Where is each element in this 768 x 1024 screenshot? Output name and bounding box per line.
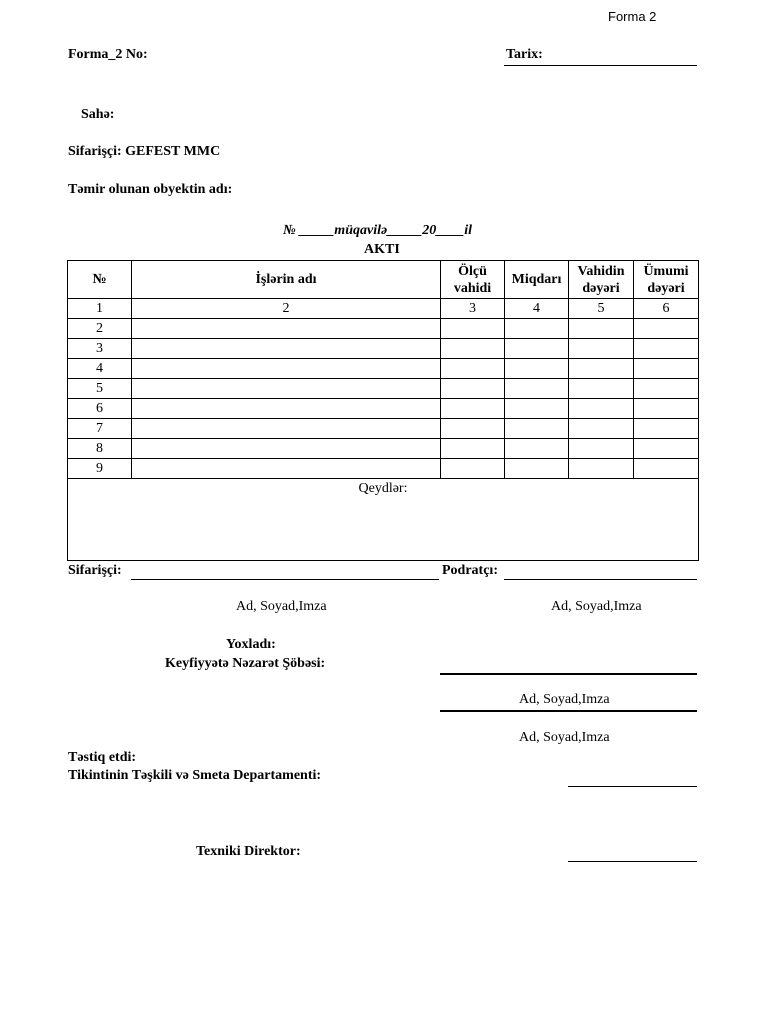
act-title: AKTI: [364, 242, 400, 257]
customer-sign-label: Sifarişçi:: [68, 563, 122, 578]
quality-name-sign-caption-2: Ad, Soyad,Imza: [519, 730, 610, 745]
object-name-label: Təmir olunan obyektin adı:: [68, 182, 233, 197]
cell[interactable]: [505, 319, 569, 339]
cell[interactable]: [634, 459, 699, 479]
date-line: [504, 65, 697, 66]
cell[interactable]: [634, 359, 699, 379]
cell[interactable]: [441, 459, 505, 479]
checked-label: Yoxladı:: [226, 637, 276, 652]
table-index-row: [68, 299, 699, 319]
table-row: [68, 379, 699, 399]
cell[interactable]: [441, 319, 505, 339]
cell[interactable]: [132, 319, 441, 339]
tech-director-label: Texniki Direktor:: [196, 844, 301, 859]
construction-sign-line[interactable]: [568, 786, 697, 787]
header-unit-price: Vahidin dəyəri: [569, 261, 634, 299]
cell[interactable]: [569, 379, 634, 399]
tech-director-sign-line[interactable]: [568, 861, 697, 862]
cell[interactable]: [569, 459, 634, 479]
cell[interactable]: [505, 359, 569, 379]
approved-label: Təstiq etdi:: [68, 750, 137, 765]
cell[interactable]: [132, 459, 441, 479]
table-row: [68, 459, 699, 479]
customer-field: Sifarişçi: GEFEST MMC: [68, 144, 221, 159]
date-label: Tarix:: [506, 47, 543, 62]
construction-dept-label: Tikintinin Təşkili və Smeta Departamenti:: [68, 768, 322, 783]
cell[interactable]: [505, 339, 569, 359]
cell[interactable]: [569, 399, 634, 419]
cell[interactable]: [441, 379, 505, 399]
sahe-label: Sahə:: [81, 107, 115, 122]
form-label: Forma 2: [608, 9, 657, 24]
cell[interactable]: [505, 399, 569, 419]
cell[interactable]: [634, 339, 699, 359]
cell[interactable]: [132, 439, 441, 459]
cell[interactable]: [634, 319, 699, 339]
cell[interactable]: [569, 439, 634, 459]
form-number-label: Forma_2 No:: [68, 47, 148, 62]
row-number: 6: [68, 399, 132, 419]
cell[interactable]: [441, 359, 505, 379]
index-cell: 4: [505, 299, 569, 319]
table-row: [68, 419, 699, 439]
cell[interactable]: [441, 339, 505, 359]
header-quantity: Miqdarı: [505, 261, 569, 299]
cell[interactable]: [441, 399, 505, 419]
cell[interactable]: [569, 339, 634, 359]
notes-box[interactable]: [67, 478, 699, 561]
row-number: 7: [68, 419, 132, 439]
cell[interactable]: [569, 319, 634, 339]
cell[interactable]: [569, 359, 634, 379]
row-number: 3: [68, 339, 132, 359]
table-row: [68, 339, 699, 359]
cell[interactable]: [569, 419, 634, 439]
header-work-name: İşlərin adı: [132, 261, 441, 299]
cell[interactable]: [441, 419, 505, 439]
works-table: [67, 260, 699, 479]
cell[interactable]: [132, 399, 441, 419]
cell[interactable]: [505, 439, 569, 459]
cell[interactable]: [132, 379, 441, 399]
cell[interactable]: [132, 359, 441, 379]
index-cell: 5: [569, 299, 634, 319]
cell[interactable]: [505, 379, 569, 399]
table-row: [68, 319, 699, 339]
cell[interactable]: [132, 339, 441, 359]
cell[interactable]: [505, 459, 569, 479]
row-number: 9: [68, 459, 132, 479]
index-cell: 1: [68, 299, 132, 319]
row-number: 8: [68, 439, 132, 459]
index-cell: 3: [441, 299, 505, 319]
cell[interactable]: [634, 439, 699, 459]
contractor-sign-line[interactable]: [504, 579, 697, 580]
customer-name-sign-caption: Ad, Soyad,Imza: [236, 599, 327, 614]
contractor-name-sign-caption: Ad, Soyad,Imza: [551, 599, 642, 614]
cell[interactable]: [132, 419, 441, 439]
index-cell: 2: [132, 299, 441, 319]
row-number: 2: [68, 319, 132, 339]
contractor-sign-label: Podratçı:: [442, 563, 498, 578]
notes-label: Qeydlər:: [358, 481, 408, 496]
cell[interactable]: [634, 379, 699, 399]
cell[interactable]: [634, 419, 699, 439]
header-total: Ümumi dəyəri: [634, 261, 699, 299]
quality-name-sign-caption-1: Ad, Soyad,Imza: [519, 692, 610, 707]
table-header-row: [68, 261, 699, 299]
row-number: 5: [68, 379, 132, 399]
header-number: №: [68, 261, 132, 299]
cell[interactable]: [634, 399, 699, 419]
table-row: [68, 359, 699, 379]
cell[interactable]: [505, 419, 569, 439]
contract-line: № _____müqavilə_____20____il: [283, 223, 472, 238]
quality-sign-line[interactable]: [440, 673, 697, 675]
table-row: [68, 439, 699, 459]
quality-sign-line-2[interactable]: [440, 710, 697, 712]
customer-sign-line[interactable]: [131, 579, 439, 580]
index-cell: 6: [634, 299, 699, 319]
row-number: 4: [68, 359, 132, 379]
header-unit: Ölçü vahidi: [441, 261, 505, 299]
quality-dept-label: Keyfiyyətə Nəzarət Şöbəsi:: [165, 656, 326, 671]
cell[interactable]: [441, 439, 505, 459]
table-row: [68, 399, 699, 419]
